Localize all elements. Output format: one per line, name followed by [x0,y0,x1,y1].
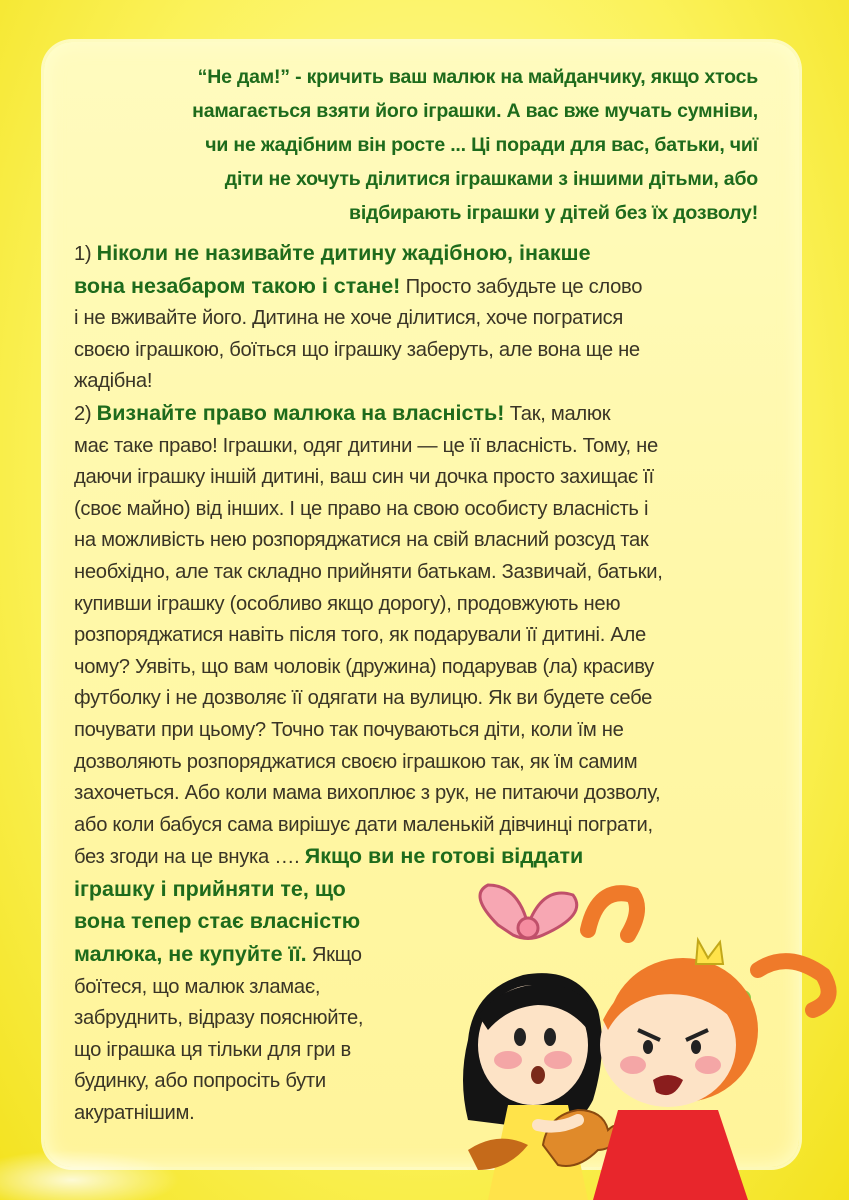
tip2-line: (своє майно) від інших. І це право на свою особисту власність і [74,497,649,520]
kids-illustration [428,880,849,1200]
tip1-number: 1) [74,243,92,265]
intro-line: “Не дам!” - кричить ваш малюк на майданчику, якщо хтось [197,66,758,88]
tip1-line: жадібна! [74,370,153,393]
tip2-emphasis: вона тепер стає власністю [74,909,361,934]
tip2-line: що іграшка ця тільки для гри в [74,1038,351,1061]
tip1-text: Просто забудьте це слово [405,275,643,298]
tip2-number: 2) [74,402,92,425]
tip2-line: даючи іграшку іншій дитині, ваш син чи дочка просто захищає її [74,466,654,489]
tip1-line [74,271,774,304]
tip2-line: розпоряджатися навіть після того, як подарували її дитині. Але [74,624,646,647]
tip2-line [74,398,774,431]
tip1-line [74,238,774,271]
tip2-line: необхідно, але так складно прийняти батькам. Зазвичай, батьки, [74,560,663,583]
intro-line: чи не жадібним він росте ... Ці поради для вас, батьки, чиї [205,134,758,156]
tip2-line: будинку, або попросіть бути [74,1070,326,1093]
tip2-text: Так, малюк [509,402,611,425]
image-artifact [0,1150,180,1200]
tip2-line: футболку і не дозволяє її одягати на вулицю. Як ви будете себе [74,687,653,710]
intro-line: намагається взяти його іграшки. А вас вже мучать сумніви, [192,100,758,122]
tip2-line: акуратнішим. [74,1102,195,1125]
tip2-emphasis: малюка, не купуйте її. [74,942,307,967]
tip1-heading-cont: вона незабаром такою і стане! [74,273,401,298]
intro-line: відбирають іграшки у дітей без їх дозволу! [349,202,758,224]
tip2-line: на можливість нею розпоряджатися на свій власний розсуд так [74,529,649,552]
tip1-line: і не вживайте його. Дитина не хоче ділитися, хоче погратися [74,307,623,330]
tip2-line: боїтеся, що малюк зламає, [74,975,321,998]
tip2-line: купивши іграшку (особливо якщо дорогу), продовжують нею [74,592,621,615]
tip2-line: захочеться. Або коли мама вихоплює з рук, не питаючи дозволу, [74,782,661,805]
tip1-heading: Ніколи не називайте дитину жадібною, інакше [96,241,591,265]
tip2-emphasis: Якщо ви не готові віддати [304,844,584,869]
tip2-line: забруднить, відразу пояснюйте, [74,1007,364,1030]
tip2-line: дозволяють розпоряджатися своєю іграшкою так, як їм самим [74,750,638,773]
tip2-line: має таке право! Іграшки, одяг дитини — це її власність. Тому, не [74,434,658,457]
tip2-line: чому? Уявіть, що вам чоловік (дружина) подарував (ла) красиву [74,655,654,678]
tip2-line: почувати при цьому? Точно так почуваються діти, коли їм не [74,718,624,741]
tip2-heading: Визнайте право малюка на власність! [96,400,505,425]
tip1-line: своєю іграшкою, боїться що іграшку заберуть, але вона ще не [74,338,640,361]
intro-paragraph [86,60,758,230]
intro-line: діти не хочуть ділитися іграшками з іншими дітьми, або [224,168,758,190]
tip2-line: або коли бабуся сама вирішує дати маленькій дівчинці пограти, [74,813,653,836]
tip2-line [74,841,774,874]
tip2-text: без згоди на це внука …. [74,846,300,869]
tip2-emphasis: іграшку і прийняти те, що [74,876,346,901]
tip2-text: Якщо [311,944,362,967]
